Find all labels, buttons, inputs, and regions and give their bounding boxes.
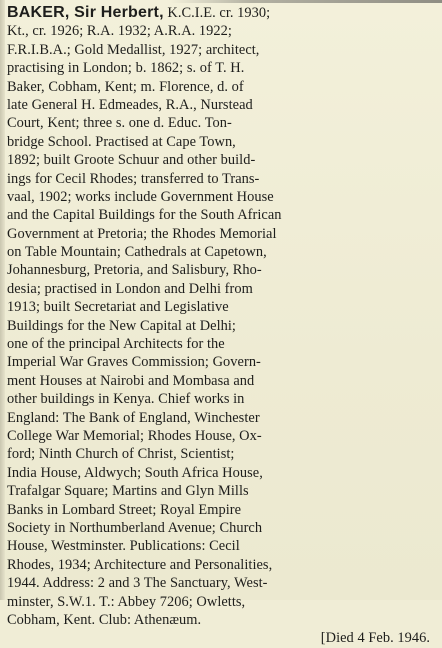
- entry-line-33: minster, S.W.1. T.: Abbey 7206; Owletts,: [7, 593, 246, 610]
- death-date: [Died 4 Feb. 1946.: [320, 630, 430, 647]
- entry-heading: BAKER, Sir Herbert,: [7, 4, 164, 21]
- entry-line-30: House, Westminster. Publications: Cecil: [7, 538, 240, 555]
- entry-line-23: England: The Bank of England, Winchester: [7, 409, 260, 426]
- entry-line-22: other buildings in Kenya. Chief works in: [7, 391, 245, 408]
- entry-line-4: practising in London; b. 1862; s. of T. H.: [7, 60, 245, 77]
- page-edge-shadow: [0, 0, 5, 600]
- entry-line-8: bridge School. Practised at Cape Town,: [7, 133, 236, 150]
- entry-line-14: on Table Mountain; Cathedrals at Capetown,: [7, 244, 267, 261]
- entry-line-11: vaal, 1902; works include Government House: [7, 188, 274, 205]
- entry-line-15: Johannesburg, Pretoria, and Salisbury, Rho-: [7, 262, 262, 279]
- entry-line-17: 1913; built Secretariat and Legislative: [7, 299, 229, 316]
- entry-line-3: F.R.I.B.A.; Gold Medallist, 1927; architect,: [7, 41, 260, 58]
- entry-line-28: Banks in Lombard Street; Royal Empire: [7, 501, 242, 518]
- entry-line-20: Imperial War Graves Commission; Govern-: [7, 354, 261, 371]
- entry-line-9: 1892; built Groote Schuur and other build-: [7, 152, 256, 169]
- entry-line-31: Rhodes, 1934; Architecture and Personalities,: [7, 556, 273, 573]
- entry-line-24: College War Memorial; Rhodes House, Ox-: [7, 427, 262, 444]
- entry-line-21: ment Houses at Nairobi and Mombasa and: [7, 372, 255, 389]
- entry-line-19: one of the principal Architects for the: [7, 336, 225, 353]
- entry-line-25: ford; Ninth Church of Christ, Scientist;: [7, 446, 235, 463]
- entry-line-32: 1944. Address: 2 and 3 The Sanctuary, West-: [7, 575, 268, 592]
- entry-line-10: ings for Cecil Rhodes; transferred to Trans-: [7, 170, 260, 187]
- entry-line-1: [7, 4, 435, 22]
- entry-line-34: Cobham, Kent. Club: Athenæum.: [7, 611, 202, 628]
- entry-line-5: Baker, Cobham, Kent; m. Florence, d. of: [7, 78, 244, 95]
- entry-line-18: Buildings for the New Capital at Delhi;: [7, 317, 236, 334]
- entry-line-12: and the Capital Buildings for the South African: [7, 207, 282, 224]
- entry-line-2: Kt., cr. 1926; R.A. 1932; A.R.A. 1922;: [7, 23, 232, 40]
- top-rule: [170, 0, 442, 3]
- entry-line-26: India House, Aldwych; South Africa House,: [7, 464, 263, 481]
- entry-line-29: Society in Northumberland Avenue; Church: [7, 519, 263, 536]
- entry-line-7: Court, Kent; three s. one d. Educ. Ton-: [7, 115, 232, 132]
- biographical-entry: [7, 4, 435, 648]
- entry-line-16: desia; practised in London and Delhi from: [7, 280, 253, 297]
- entry-line-6: late General H. Edmeades, R.A., Nurstead: [7, 96, 253, 113]
- entry-line-1-rest: K.C.I.E. cr. 1930;: [167, 5, 271, 21]
- entry-line-13: Government at Pretoria; the Rhodes Memorial: [7, 225, 277, 242]
- entry-line-27: Trafalgar Square; Martins and Glyn Mills: [7, 483, 249, 500]
